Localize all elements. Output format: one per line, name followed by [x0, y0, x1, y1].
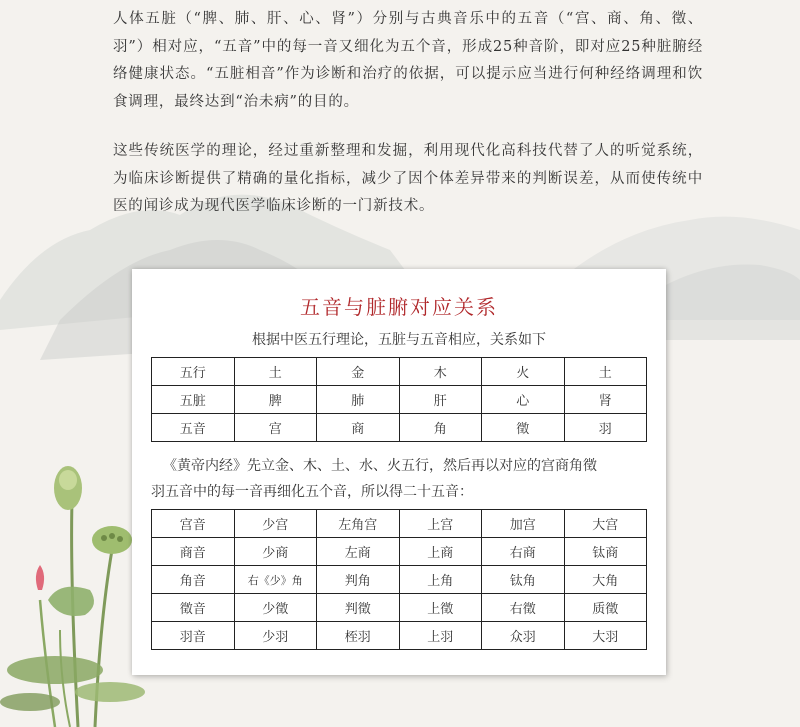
table-cell: 羽音 — [152, 622, 235, 650]
intro-paragraph-1: 人体五脏（“脾、肺、肝、心、肾”）分别与古典音乐中的五音（“宫、商、角、徵、羽”）相对应，“五音”中的每一音又细化为五个音，形成25种音阶，即对应25种脏腑经络健康状态。“五脏相音”作为诊断和治疗的依据，可以提示应当进行何种经络调理和饮食调理，最终达到“治未病”的目的。 — [113, 11, 703, 110]
table-cell: 判徵 — [317, 594, 400, 622]
table-cell: 金 — [317, 358, 400, 386]
table-cell: 土 — [564, 358, 647, 386]
table-cell: 心 — [482, 386, 565, 414]
table-cell: 少商 — [234, 538, 317, 566]
table-cell: 大羽 — [564, 622, 647, 650]
table-cell: 少宫 — [234, 510, 317, 538]
huangdi-neijing-note — [151, 453, 651, 505]
table-row — [152, 566, 647, 594]
table-cell: 左角宫 — [317, 510, 400, 538]
table-cell: 肾 — [564, 386, 647, 414]
table-cell: 右徵 — [482, 594, 565, 622]
table-row — [152, 358, 647, 386]
table-cell: 角音 — [152, 566, 235, 594]
table-row — [152, 622, 647, 650]
table-cell: 五脏 — [152, 386, 235, 414]
table-cell: 质徵 — [564, 594, 647, 622]
table-cell: 判角 — [317, 566, 400, 594]
table-cell: 钛角 — [482, 566, 565, 594]
table-cell: 右《少》角 — [234, 566, 317, 594]
table-cell: 商音 — [152, 538, 235, 566]
table-cell: 五行 — [152, 358, 235, 386]
note-line-1: 《黄帝内经》先立金、木、土、水、火五行，然后再以对应的宫商角徵 — [163, 458, 597, 474]
table-cell: 少徵 — [234, 594, 317, 622]
table-cell: 上羽 — [399, 622, 482, 650]
table-cell: 上角 — [399, 566, 482, 594]
table-row — [152, 594, 647, 622]
table-cell: 大宫 — [564, 510, 647, 538]
table-cell: 脾 — [234, 386, 317, 414]
twenty-five-tones-table — [151, 509, 647, 650]
table-cell: 上商 — [399, 538, 482, 566]
table-cell: 徵 — [482, 414, 565, 442]
note-line-2: 羽五音中的每一音再细化五个音，所以得二十五音： — [151, 484, 473, 500]
intro-paragraph-2: 这些传统医学的理论，经过重新整理和发掘，利用现代化高科技代替了人的听觉系统，为临床诊断提供了精确的量化指标，减少了因个体差异带来的判断误差，从而使传统中医的闻诊成为现代医学临床诊断的一门新技术。 — [113, 143, 703, 214]
table-cell: 肝 — [399, 386, 482, 414]
table-cell: 上宫 — [399, 510, 482, 538]
table-cell: 肺 — [317, 386, 400, 414]
table-row — [152, 414, 647, 442]
table-cell: 右商 — [482, 538, 565, 566]
card-subtitle: 根据中医五行理论，五脏与五音相应，关系如下 — [252, 332, 546, 348]
table-cell: 商 — [317, 414, 400, 442]
table-cell: 上徵 — [399, 594, 482, 622]
five-elements-table — [151, 357, 647, 442]
table-row — [152, 510, 647, 538]
card-title: 五音与脏腑对应关系 — [300, 295, 498, 319]
table-row — [152, 386, 647, 414]
table-cell: 加宫 — [482, 510, 565, 538]
table-cell: 桎羽 — [317, 622, 400, 650]
table-cell: 少羽 — [234, 622, 317, 650]
table-cell: 宫音 — [152, 510, 235, 538]
correspondence-card — [132, 269, 666, 675]
table-cell: 土 — [234, 358, 317, 386]
table-cell: 宫 — [234, 414, 317, 442]
table-cell: 左商 — [317, 538, 400, 566]
table-cell: 众羽 — [482, 622, 565, 650]
table-cell: 火 — [482, 358, 565, 386]
table-cell: 角 — [399, 414, 482, 442]
intro-text — [113, 6, 703, 221]
table-row — [152, 538, 647, 566]
table-cell: 钛商 — [564, 538, 647, 566]
table-cell: 羽 — [564, 414, 647, 442]
table-cell: 五音 — [152, 414, 235, 442]
table-cell: 大角 — [564, 566, 647, 594]
table-cell: 木 — [399, 358, 482, 386]
table-cell: 徵音 — [152, 594, 235, 622]
